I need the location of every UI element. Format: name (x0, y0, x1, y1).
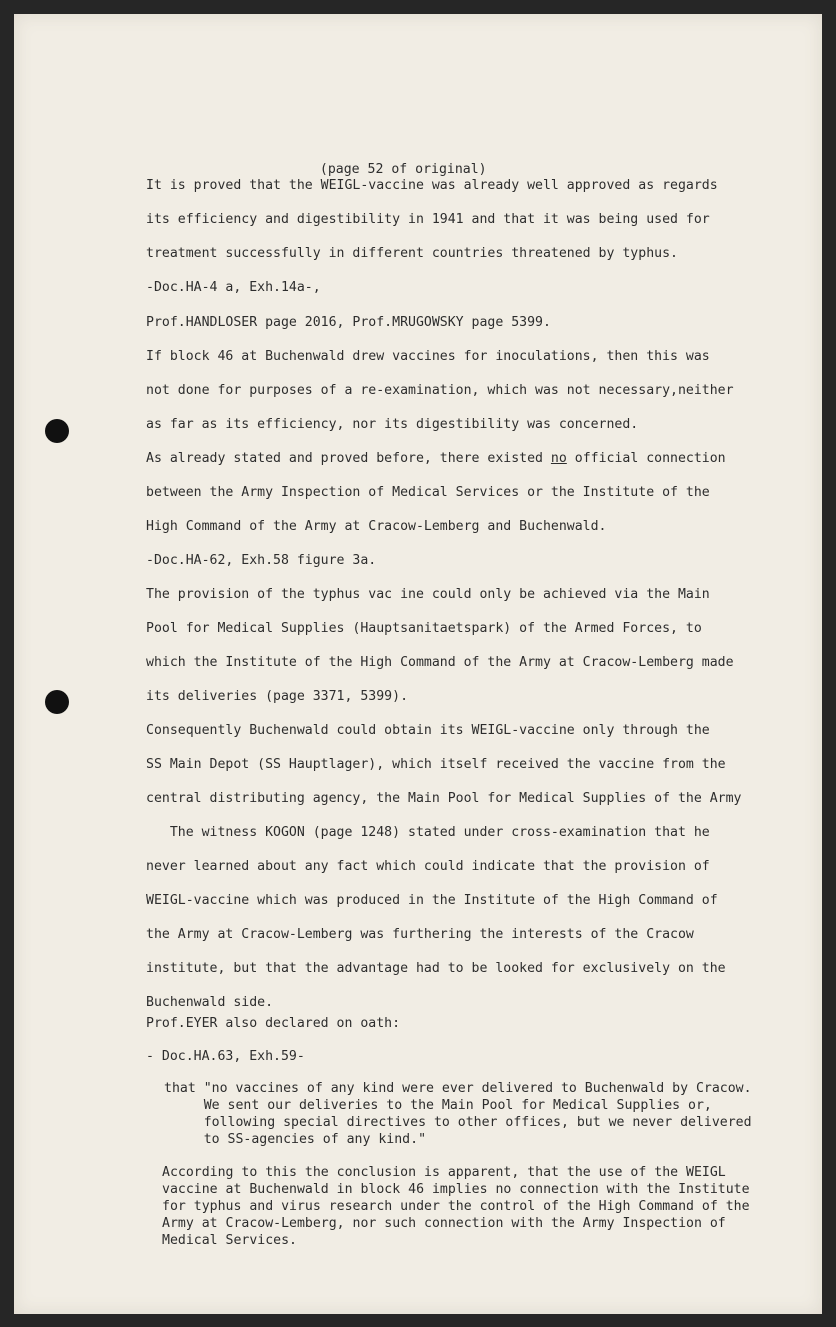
body-line: Prof.EYER also declared on oath: (146, 1016, 401, 1031)
citation-block (146, 1016, 796, 1076)
conclusion-line: According to this the conclusion is apparent, that the use of the WEIGL (162, 1165, 726, 1180)
conclusion-line: vaccine at Buchenwald in block 46 implies no connection with the Institute (162, 1182, 750, 1197)
body-line: - Doc.HA.63, Exh.59- (146, 1049, 305, 1064)
body-line: -Doc.HA-4 a, Exh.14a-, (146, 280, 321, 295)
body-line: High Command of the Army at Cracow-Lemberg and Buchenwald. (146, 519, 607, 534)
conclusion (162, 1165, 812, 1255)
body-text (146, 178, 796, 1018)
body-line: Prof.HANDLOSER page 2016, Prof.MRUGOWSKY page 5399. (146, 315, 551, 330)
quote-line: We sent our deliveries to the Main Pool for Medical Supplies or, (164, 1098, 712, 1113)
quote-line: following special directives to other offices, but we never delivered (164, 1115, 752, 1130)
body-line: -Doc.HA-62, Exh.58 figure 3a. (146, 553, 377, 568)
quote-line: that "no vaccines of any kind were ever delivered to Buchenwald by Cracow. (164, 1081, 752, 1096)
page-header: (page 52 of original) (319, 162, 487, 177)
body-line: It is proved that the WEIGL-vaccine was already well approved as regards (146, 178, 718, 193)
punch-hole-top (45, 419, 69, 443)
body-line: central distributing agency, the Main Pool for Medical Supplies of the Army (146, 791, 742, 806)
conclusion-line: Medical Services. (162, 1233, 297, 1248)
body-line-with-emphasis: As already stated and proved before, there existed no official connection (146, 451, 726, 466)
body-line: not done for purposes of a re-examination, which was not necessary,neither (146, 383, 734, 398)
quote-line: to SS-agencies of any kind." (164, 1132, 427, 1147)
body-line: its deliveries (page 3371, 5399). (146, 689, 409, 704)
body-line: WEIGL-vaccine which was produced in the Institute of the High Command of (146, 893, 718, 908)
body-line: institute, but that the advantage had to be looked for exclusively on the (146, 961, 726, 976)
body-line: The provision of the typhus vac ine could only be achieved via the Main (146, 587, 710, 602)
body-line: The witness KOGON (page 1248) stated under cross-examination that he (146, 825, 710, 840)
body-line: the Army at Cracow-Lemberg was furthering the interests of the Cracow (146, 927, 694, 942)
body-line: between the Army Inspection of Medical Services or the Institute of the (146, 485, 710, 500)
body-line: as far as its efficiency, nor its digestibility was concerned. (146, 417, 639, 432)
body-line: SS Main Depot (SS Hauptlager), which itself received the vaccine from the (146, 757, 726, 772)
underlined-word: no (550, 451, 567, 466)
body-line: Buchenwald side. (146, 995, 274, 1010)
body-line: never learned about any fact which could indicate that the provision of (146, 859, 710, 874)
body-line: its efficiency and digestibility in 1941 and that it was being used for (146, 212, 710, 227)
body-line: Consequently Buchenwald could obtain its WEIGL-vaccine only through the (146, 723, 710, 738)
quotation (164, 1081, 814, 1151)
body-line: Pool for Medical Supplies (Hauptsanitaetspark) of the Armed Forces, to (146, 621, 702, 636)
body-line: which the Institute of the High Command of the Army at Cracow-Lemberg made (146, 655, 734, 670)
body-line: treatment successfully in different countries threatened by typhus. (146, 246, 678, 261)
conclusion-line: Army at Cracow-Lemberg, nor such connection with the Army Inspection of (162, 1216, 726, 1231)
punch-hole-bottom (45, 690, 69, 714)
body-line: If block 46 at Buchenwald drew vaccines for inoculations, then this was (146, 349, 710, 364)
conclusion-line: for typhus and virus research under the control of the High Command of the (162, 1199, 750, 1214)
